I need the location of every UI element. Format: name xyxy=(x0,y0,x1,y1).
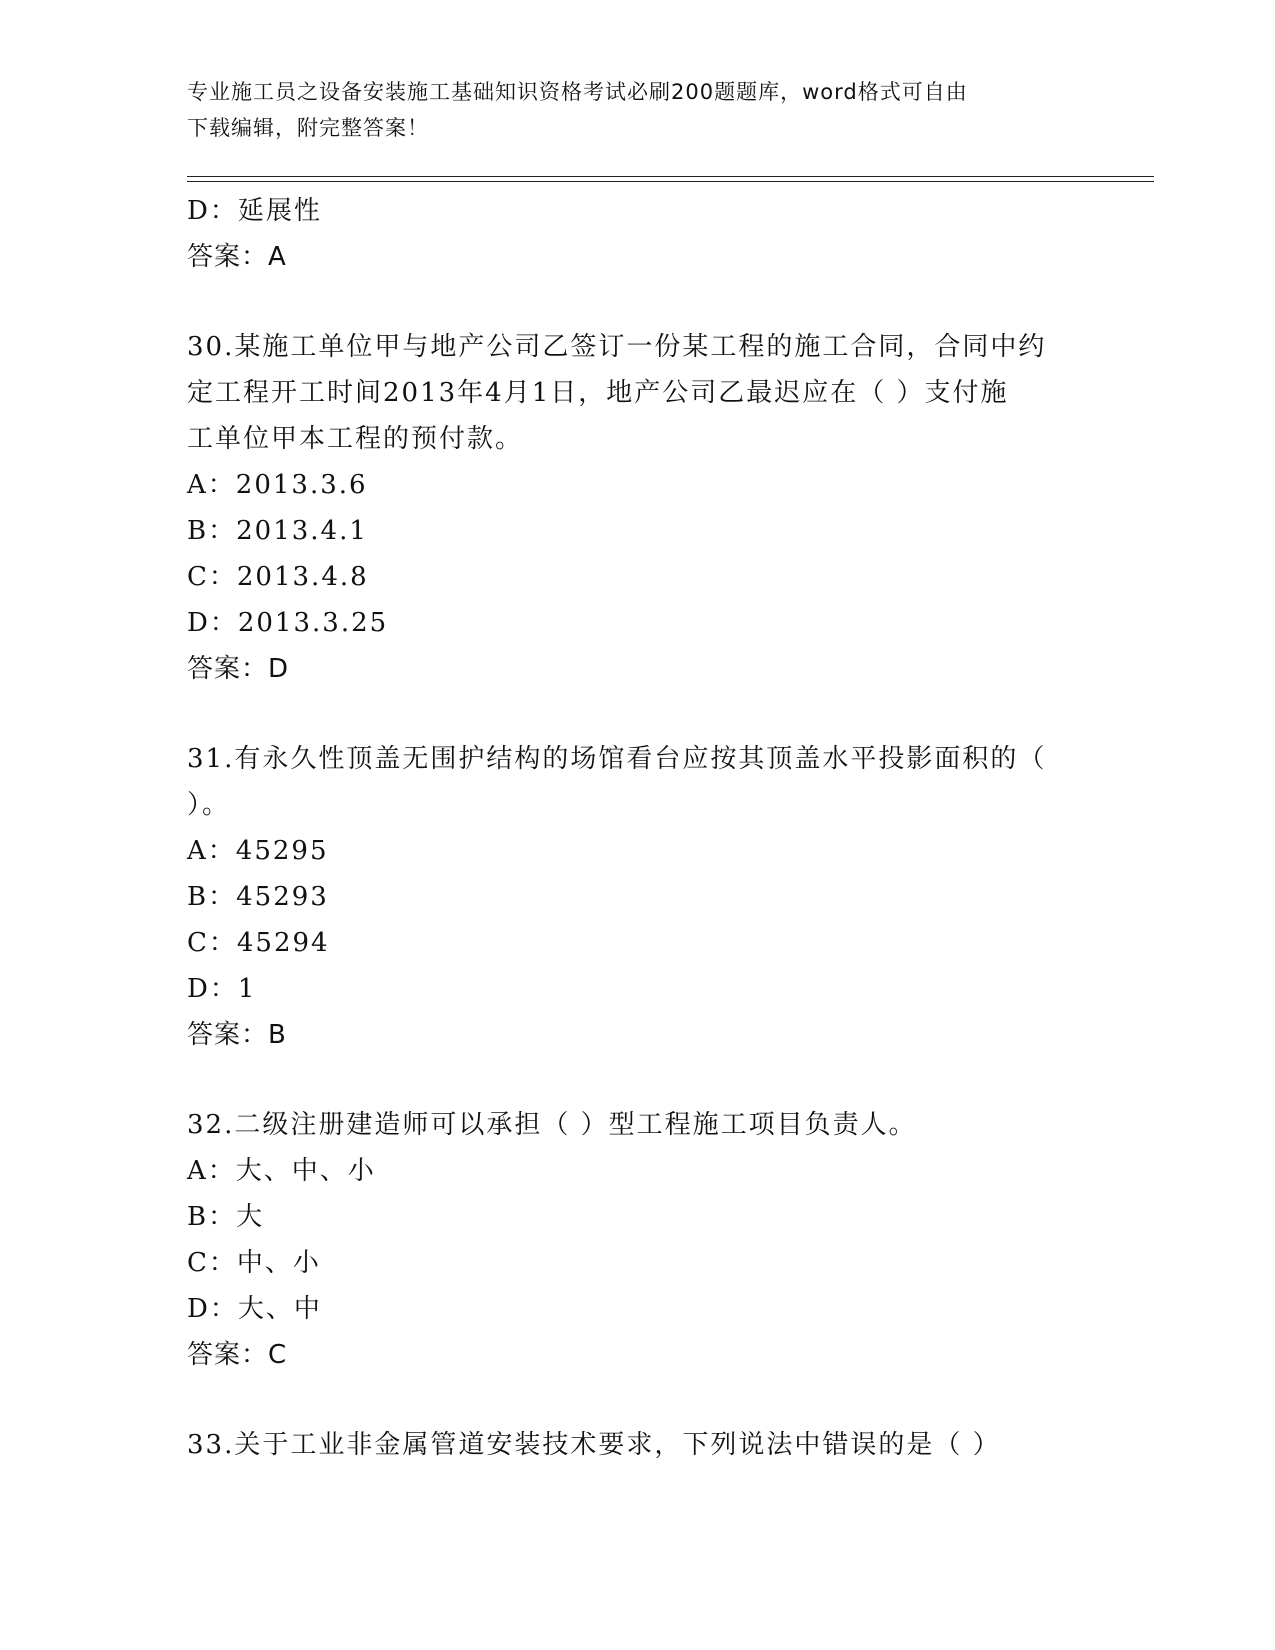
document-body xyxy=(187,188,1087,1468)
question-29-tail xyxy=(187,188,1087,280)
question-33 xyxy=(187,1422,1087,1468)
option-d: D：1 xyxy=(187,974,257,1004)
question-stem: ）。 xyxy=(187,790,231,820)
question-stem: 31.有永久性顶盖无围护结构的场馆看台应按其顶盖水平投影面积的（ xyxy=(187,744,1047,774)
question-31 xyxy=(187,736,1087,1058)
header-divider-bottom xyxy=(187,181,1154,182)
option-d: D：大、中 xyxy=(187,1294,322,1324)
answer: 答案：C xyxy=(187,1340,288,1370)
question-stem: 工单位甲本工程的预付款。 xyxy=(187,424,524,454)
option-b: B：2013.4.1 xyxy=(187,516,368,546)
answer: 答案：A xyxy=(187,242,287,272)
question-stem: 定工程开工时间2013年4月1日，地产公司乙最迟应在（ ）支付施 xyxy=(187,378,1009,408)
option-c: C：2013.4.8 xyxy=(187,562,369,592)
header-line-2: 下载编辑，附完整答案！ xyxy=(187,116,429,140)
spacer xyxy=(187,692,1087,736)
answer: 答案：B xyxy=(187,1020,287,1050)
option-b: B：大 xyxy=(187,1202,265,1232)
header-line-1: 专业施工员之设备安装施工基础知识资格考试必刷200题题库，word格式可自由 xyxy=(187,80,968,104)
spacer xyxy=(187,280,1087,324)
question-32 xyxy=(187,1102,1087,1378)
option-d: D：2013.3.25 xyxy=(187,608,389,638)
option-c: C：中、小 xyxy=(187,1248,321,1278)
option-d: D：延展性 xyxy=(187,196,322,226)
question-30 xyxy=(187,324,1087,692)
question-stem: 33.关于工业非金属管道安装技术要求，下列说法中错误的是（ ） xyxy=(187,1430,1001,1460)
answer: 答案：D xyxy=(187,654,290,684)
option-a: A：大、中、小 xyxy=(187,1156,376,1186)
header-divider-top xyxy=(187,176,1154,177)
question-stem: 30.某施工单位甲与地产公司乙签订一份某工程的施工合同，合同中约 xyxy=(187,332,1047,362)
option-a: A：45295 xyxy=(187,836,329,866)
spacer xyxy=(187,1058,1087,1102)
question-stem: 32.二级注册建造师可以承担（ ）型工程施工项目负责人。 xyxy=(187,1110,917,1140)
option-a: A：2013.3.6 xyxy=(187,470,368,500)
page-header xyxy=(187,74,1087,146)
option-b: B：45293 xyxy=(187,882,329,912)
spacer xyxy=(187,1378,1087,1422)
option-c: C：45294 xyxy=(187,928,330,958)
